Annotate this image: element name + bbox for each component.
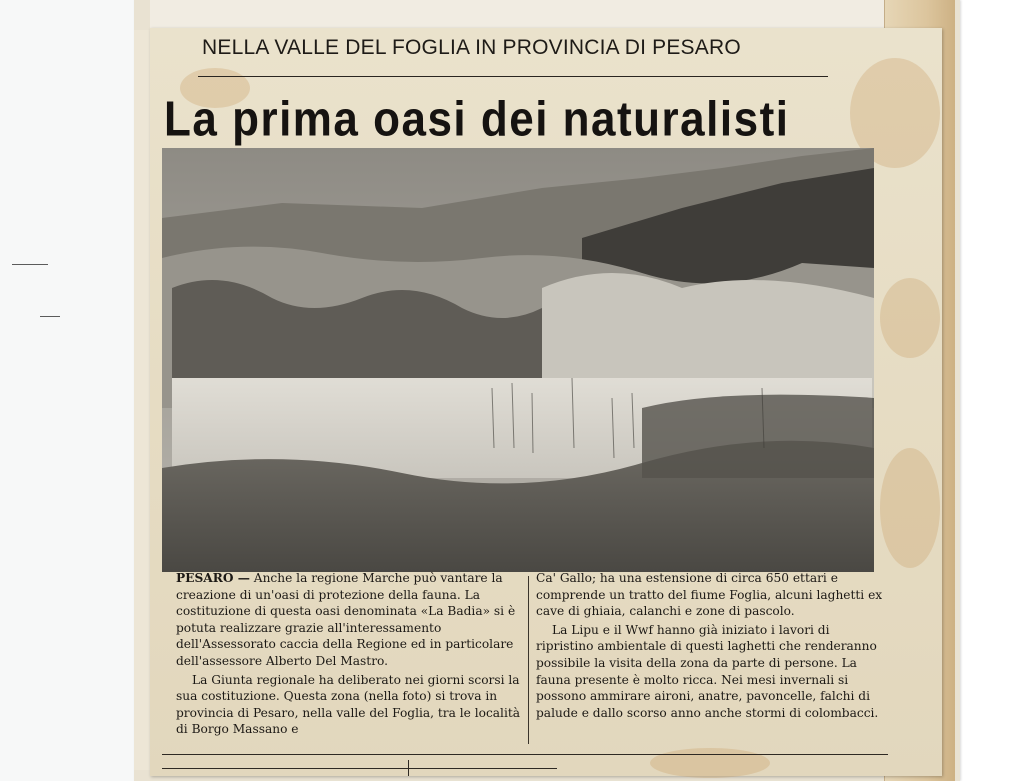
bottom-rule	[162, 754, 888, 755]
age-stain	[650, 748, 770, 778]
paragraph	[176, 570, 521, 670]
article-column-1	[176, 570, 521, 740]
column-divider	[528, 576, 529, 744]
paragraph: La Lipu e il Wwf hanno già iniziato i lavori di ripristino ambientale di questi laghetti che renderanno possibile la visita della zona da parte di persone. La fauna presente è molto ricca. Nei mesi invernali si possono ammirare aironi, anatre, pavoncelle, falchi di palude e dallo scorso anno anche stormi di colombacci.	[536, 622, 879, 720]
bottom-rule	[162, 768, 557, 769]
dateline: PESARO —	[176, 571, 250, 585]
age-stain	[880, 448, 940, 568]
scan-mark	[12, 264, 48, 265]
article-headline: La prima oasi dei naturalisti	[164, 92, 790, 147]
article-photo-valley-wetland	[162, 148, 874, 572]
scanner-background	[0, 0, 140, 781]
paragraph: Ca' Gallo; ha una estensione di circa 650 ettari e comprende un tratto del fiume Foglia, alcuni laghetti ex cave di ghiaia, calanchi e zone di pascolo.	[536, 571, 883, 619]
scan-mark	[40, 316, 60, 317]
paragraph: La Giunta regionale ha deliberato nei giorni scorsi la sua costituzione. Questa zona (nella foto) si trova in provincia di Pesaro, nella valle del Foglia, tra le località di Borgo Massano e	[176, 672, 521, 737]
underlying-clipping-top	[150, 0, 886, 29]
paragraph-text: Anche la regione Marche può vantare la creazione di un'oasi di protezione della fauna. La costituzione di questa oasi denominata «La Badia» si è potuta realizzare grazie all'interessamento dell'Assessorato caccia della Regione ed in particolare dell'assessore Alberto Del Mastro.	[176, 571, 516, 668]
article-column-2	[536, 570, 888, 723]
bottom-tick	[408, 760, 409, 776]
kicker-underline	[198, 76, 828, 77]
age-stain	[880, 278, 940, 358]
article-kicker: NELLA VALLE DEL FOGLIA IN PROVINCIA DI PESARO	[202, 36, 741, 59]
adjacent-column-fragment	[134, 30, 150, 770]
newspaper-clipping	[150, 28, 942, 776]
